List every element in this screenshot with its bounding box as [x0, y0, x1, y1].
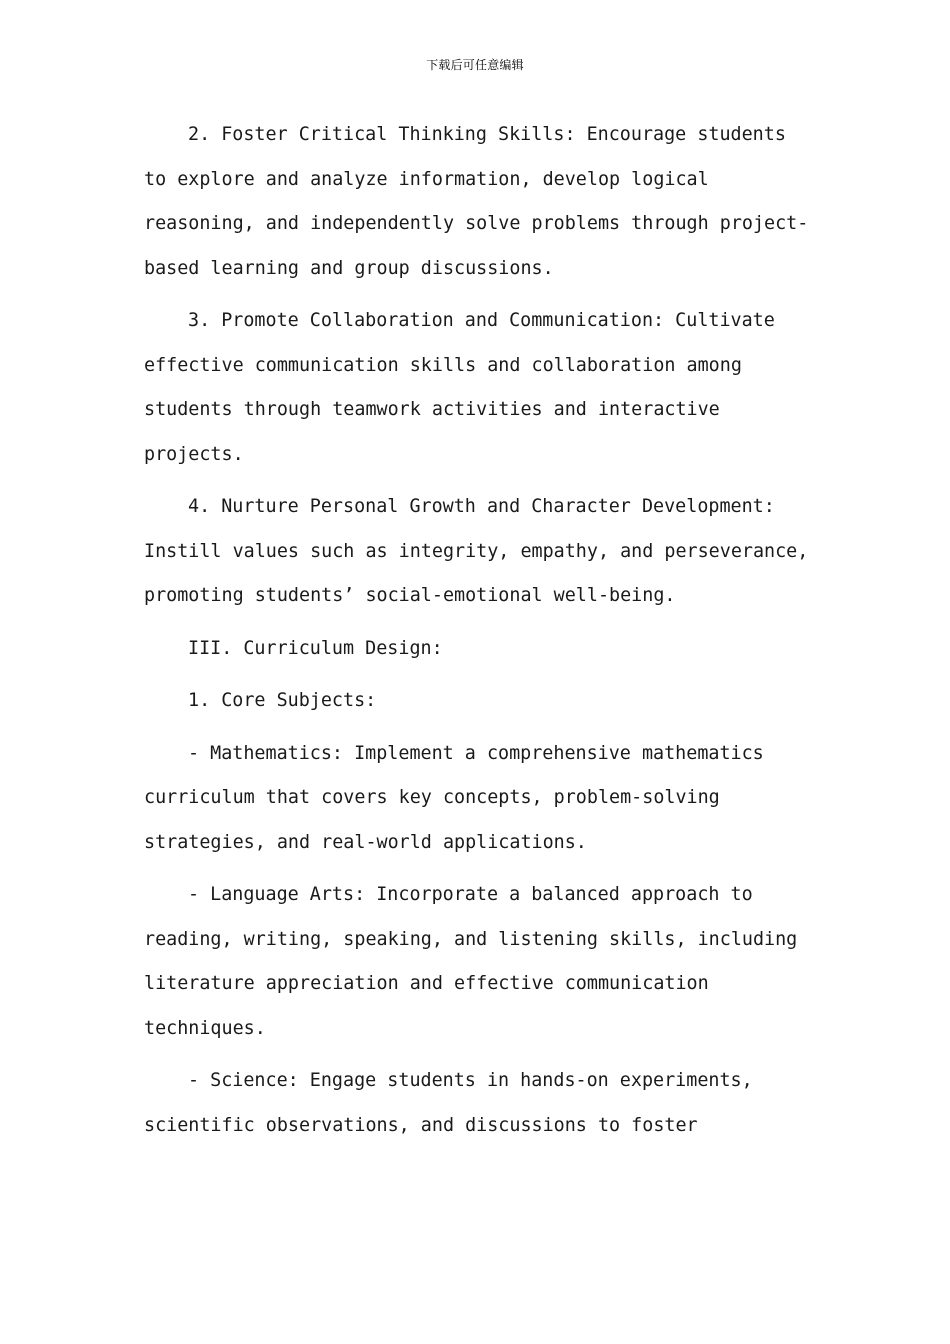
objective-personal-growth: 4. Nurture Personal Growth and Character Development: Instill values such as integrity, empathy, and perseverance, promoting students’ social-emotional well-being. [144, 496, 809, 606]
subject-language-arts: - Language Arts: Incorporate a balanced approach to reading, writing, speaking, and listening skills, including literature appreciation and effective communication techniques. [144, 884, 798, 1039]
section-heading-curriculum-design: III. Curriculum Design: [188, 637, 443, 659]
subject-science: - Science: Engage students in hands-on experiments, scientific observations, and discussions to foster [144, 1070, 753, 1136]
document-body [144, 113, 812, 1156]
objective-collaboration: 3. Promote Collaboration and Communication: Cultivate effective communication skills and collaboration among students through teamwork activities and interactive projects. [144, 310, 775, 465]
objective-critical-thinking: 2. Foster Critical Thinking Skills: Encourage students to explore and analyze information, develop logical reasoning, and independently solve problems through project-based learning and group discussions. [144, 124, 809, 279]
subject-mathematics: - Mathematics: Implement a comprehensive mathematics curriculum that covers key concepts, problem-solving strategies, and real-world applications. [144, 742, 764, 853]
subheading-core-subjects: 1. Core Subjects: [188, 690, 377, 711]
download-edit-note: 下载后可任意编辑 [426, 58, 524, 72]
